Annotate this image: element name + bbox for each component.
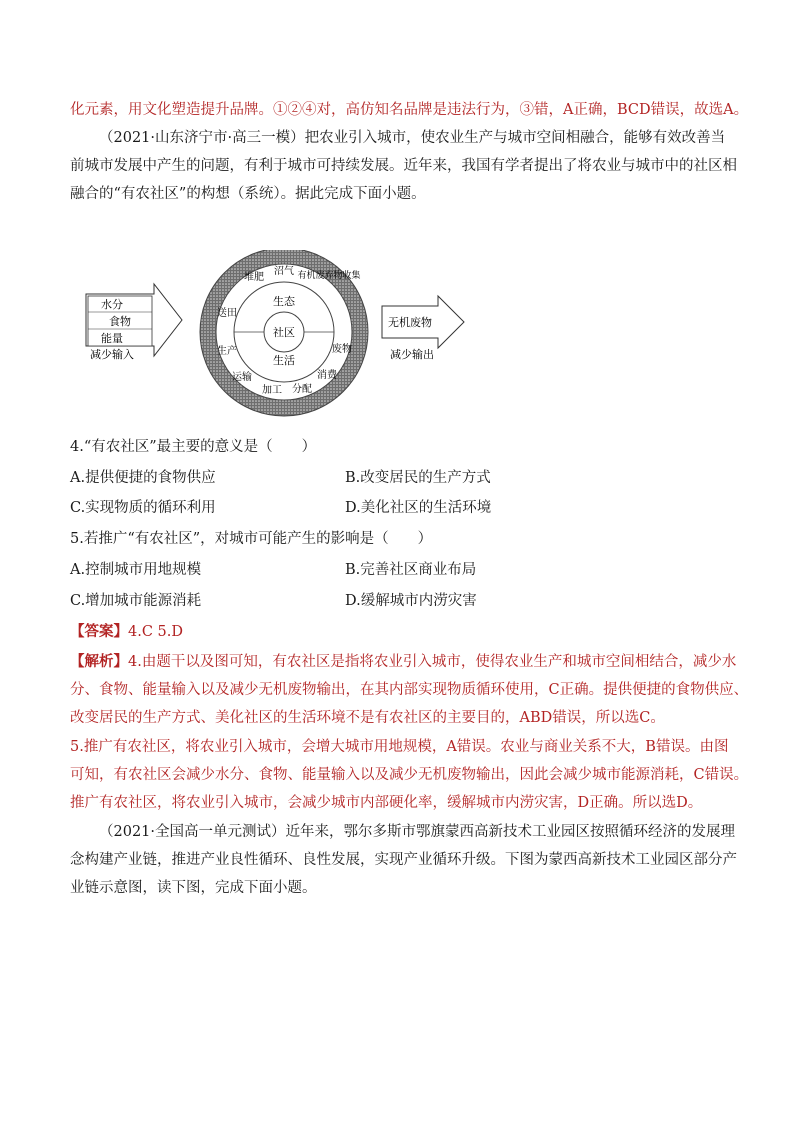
question-5-option-a: A.控制城市用地规模 bbox=[70, 562, 202, 578]
analysis-line: 分、食物、能量输入以及减少无机废物输出，在其内部实现物质循环使用，C正确。提供便捷的食物供应、 bbox=[70, 682, 749, 698]
ring-item: 运输 bbox=[232, 372, 252, 383]
analysis-continuation: 化元素，用文化塑造提升品牌。①②④对，高仿知名品牌是违法行为，③错，A正确，BCD错误，故选A。 bbox=[70, 102, 749, 118]
ring-item: 堆肥 bbox=[244, 272, 264, 283]
ring-item: 加工 bbox=[262, 385, 282, 396]
analysis-line: 改变居民的生产方式、美化社区的生活环境不是有农社区的主要目的，ABD错误，所以选C。 bbox=[70, 710, 665, 726]
analysis-label: 【解析】 bbox=[70, 653, 128, 670]
answer-line bbox=[70, 622, 183, 642]
analysis-text: 4.由题干以及图可知，有农社区是指将农业引入城市，使得农业生产和城市空间相结合，减少水 bbox=[128, 654, 737, 670]
context-paragraph-line: 前城市发展中产生的问题，有利于城市可持续发展。近年来，我国有学者提出了将农业与城市中的社区相 bbox=[70, 158, 737, 174]
ring-item: 消费 bbox=[317, 370, 337, 381]
question-4-option-a: A.提供便捷的食物供应 bbox=[70, 470, 216, 486]
ring-item: 沼气 bbox=[274, 266, 294, 277]
context-paragraph-line: 融合的“有农社区”的构想（系统）。据此完成下面小题。 bbox=[70, 186, 426, 202]
input-food: 食物 bbox=[109, 315, 131, 328]
center-label: 社区 bbox=[273, 326, 295, 339]
context-paragraph-line: （2021·山东济宁市·高三一模）把农业引入城市，使农业生产与城市空间相融合，能够有效改善当 bbox=[99, 130, 726, 146]
analysis-line: 5.推广有农社区，将农业引入城市，会增大城市用地规模，A错误。农业与商业关系不大，B错误。由图 bbox=[70, 739, 729, 755]
ring-item: 分配 bbox=[292, 384, 312, 395]
ring-item: 送田 bbox=[217, 308, 237, 319]
output-caption: 减少输出 bbox=[390, 348, 434, 361]
ring-item: 有机废弃物收集 bbox=[297, 271, 361, 281]
input-water: 水分 bbox=[101, 298, 123, 311]
question-4-option-d: D.美化社区的生活环境 bbox=[345, 500, 492, 516]
ring-item: 废物 bbox=[332, 344, 352, 355]
ring-item: 生产 bbox=[217, 346, 237, 357]
life-label: 生活 bbox=[273, 354, 295, 367]
analysis-line: 可知，有农社区会减少水分、食物、能量输入以及减少无机废物输出，因此会减少城市能源消耗，C错误。 bbox=[70, 767, 749, 783]
community-agriculture-diagram bbox=[84, 250, 504, 420]
output-waste: 无机废物 bbox=[388, 316, 432, 329]
question-5-option-c: C.增加城市能源消耗 bbox=[70, 593, 202, 609]
analysis-line bbox=[70, 652, 736, 672]
question-4-option-b: B.改变居民的生产方式 bbox=[345, 470, 491, 486]
input-energy: 能量 bbox=[101, 332, 123, 345]
question-4-option-c: C.实现物质的循环利用 bbox=[70, 500, 216, 516]
ecology-label: 生态 bbox=[273, 295, 295, 308]
input-caption: 减少输入 bbox=[90, 348, 134, 361]
answer-text: 4.C 5.D bbox=[128, 624, 183, 640]
next-context-line: 念构建产业链，推进产业良性循环、良性发展，实现产业循环升级。下图为蒙西高新技术工业园区部分产 bbox=[70, 852, 737, 868]
next-context-line: 业链示意图，读下图，完成下面小题。 bbox=[70, 880, 317, 896]
question-4-stem: 4.“有农社区”最主要的意义是（ ） bbox=[70, 439, 317, 455]
next-context-line: （2021·全国高一单元测试）近年来，鄂尔多斯市鄂旗蒙西高新技术工业园区按照循环经济的发展理 bbox=[99, 824, 736, 840]
answer-label: 【答案】 bbox=[70, 623, 128, 640]
question-5-option-b: B.完善社区商业布局 bbox=[345, 562, 477, 578]
question-5-stem: 5.若推广“有农社区”，对城市可能产生的影响是（ ） bbox=[70, 531, 433, 547]
analysis-line: 推广有农社区，将农业引入城市，会减少城市内部硬化率，缓解城市内涝灾害，D正确。所以选D。 bbox=[70, 795, 703, 811]
question-5-option-d: D.缓解城市内涝灾害 bbox=[345, 593, 477, 609]
